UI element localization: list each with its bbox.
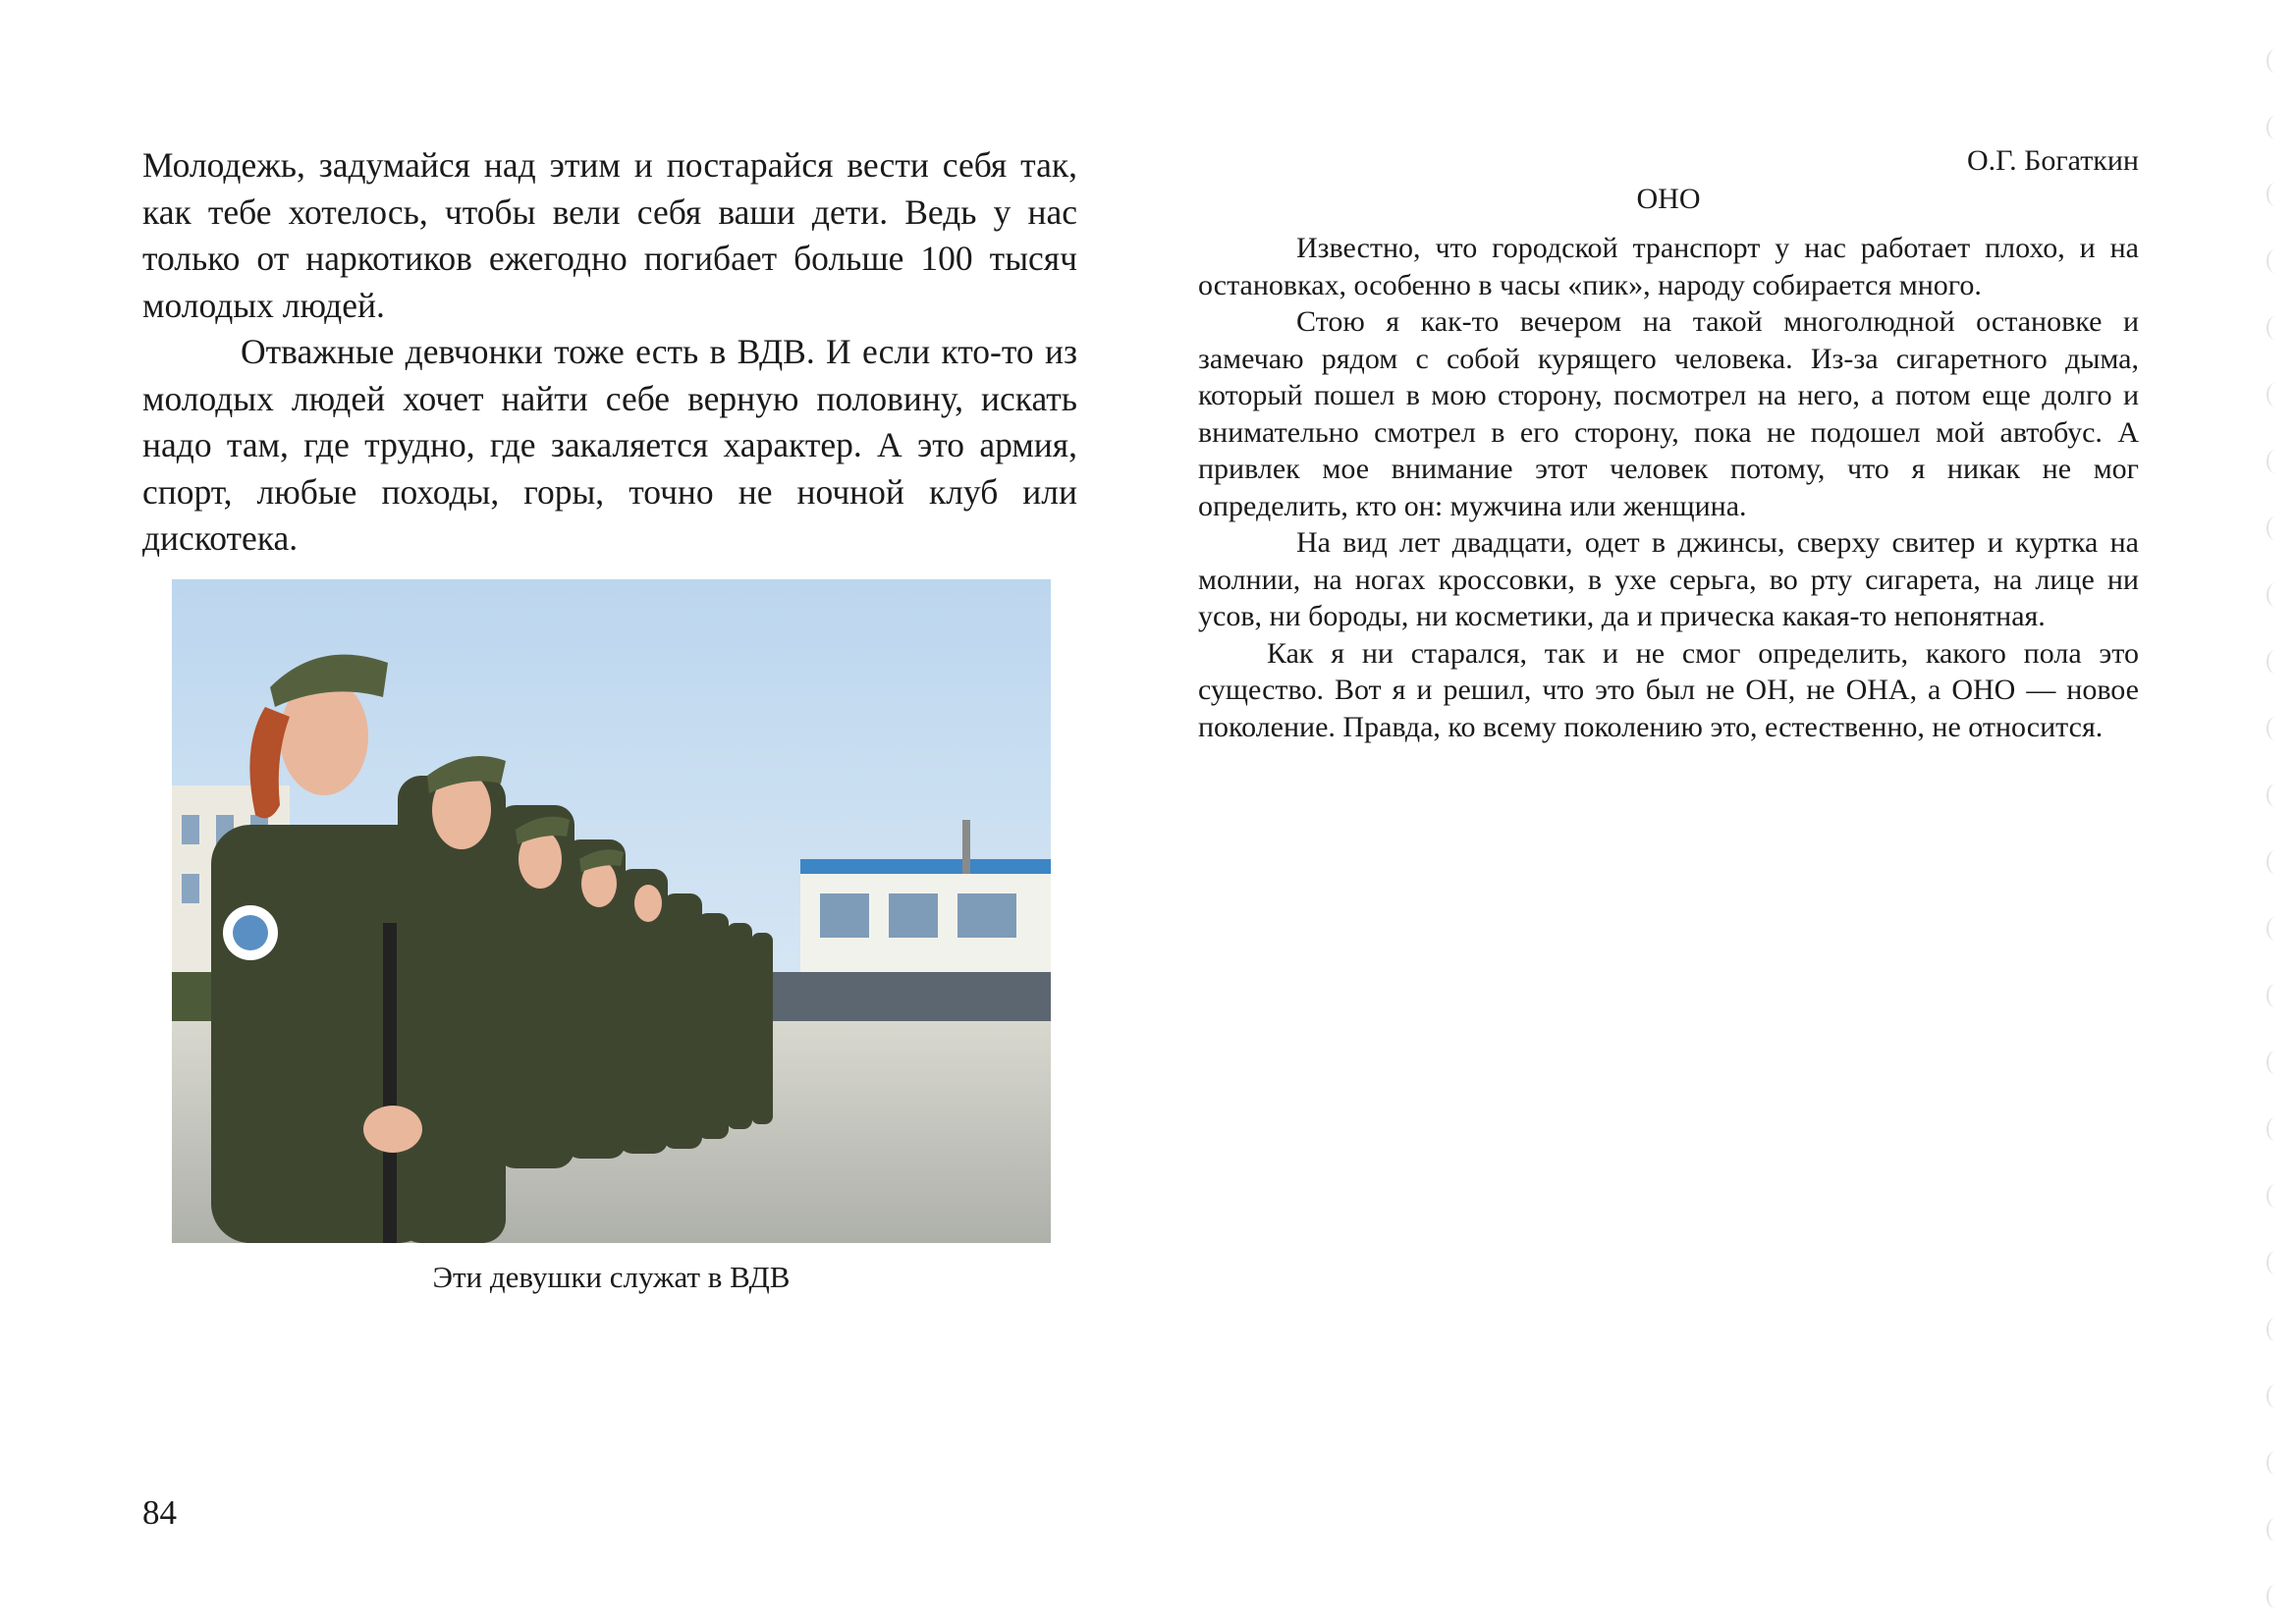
binding-hole	[2267, 717, 2284, 740]
binding-hole	[2267, 1251, 2284, 1274]
binding-hole	[2267, 1585, 2284, 1608]
photo-caption: Эти девушки служат в ВДВ	[432, 1260, 791, 1294]
binding-hole	[2267, 1451, 2284, 1475]
binding-hole	[2267, 984, 2284, 1007]
story-paragraph-3: На вид лет двадцати, одет в джинсы, сверху свитер и куртка на молнии, на ногах кроссовки, в ухе серьга, во рту сигарета, на лице ни усов, ни бороды, ни косметики, да и прическа какая-то непонятная.	[1198, 526, 2139, 632]
binding-hole	[2267, 516, 2284, 540]
binding-hole	[2267, 850, 2284, 874]
binding-hole	[2267, 1318, 2284, 1341]
binding-hole	[2267, 583, 2284, 607]
story-paragraph-1: Известно, что городской транспорт у нас работает плохо, и на остановках, особенно в часы «пик», народу собирается много.	[1198, 232, 2139, 301]
paragraph-2: Отважные девчонки тоже есть в ВДВ. И если кто-то из молодых людей хочет найти себе верную половину, искать надо там, где трудно, где закаляется характер. А это армия, спорт, любые походы, горы, точно не ночной клуб или дискотека.	[142, 332, 1077, 558]
binding-hole	[2267, 183, 2284, 206]
binding-hole	[2267, 249, 2284, 273]
binding-hole	[2267, 49, 2284, 73]
left-page-text	[142, 142, 1077, 563]
right-page-text	[1198, 144, 2139, 745]
paragraph-1: Молодежь, задумайся над этим и постарайся вести себя так, как тебе хотелось, чтобы вели себя ваши дети. Ведь у нас только от наркотиков ежегодно погибает больше 100 тысяч молодых людей.	[142, 145, 1077, 325]
binding-hole	[2267, 917, 2284, 941]
story-paragraph-4: Как я ни старался, так и не смог определить, какого пола это существо. Вот я и решил, что это был не ОН, не ОНА, а ОНО — новое поколение. Правда, ко всему поколению это, естественно, не относится.	[1198, 636, 2139, 743]
binding-hole	[2267, 650, 2284, 674]
binding-hole	[2267, 383, 2284, 406]
story-title: ОНО	[1636, 183, 1701, 215]
binding-hole	[2267, 1184, 2284, 1208]
binding-hole	[2267, 1518, 2284, 1542]
binding-hole	[2267, 1051, 2284, 1074]
binding-hole	[2267, 1384, 2284, 1408]
binding-holes	[2259, 49, 2288, 1620]
page-number: 84	[142, 1493, 177, 1532]
binding-hole	[2267, 1117, 2284, 1141]
binding-hole	[2267, 784, 2284, 807]
binding-hole	[2267, 116, 2284, 139]
author-name: О.Г. Богаткин	[1967, 144, 2139, 177]
photo-female-paratroopers	[172, 579, 1051, 1243]
story-paragraph-2: Стою я как-то вечером на такой многолюдной остановке и замечаю рядом с собой курящего человека. Из-за сигаретного дыма, который пошел в мою сторону, посмотрел на него, а потом еще долго и внимательно смотрел в его сторону, пока не подошел мой автобус. А привлек мое внимание этот человек потому, что я никак не мог определить, кто он: мужчина или женщина.	[1198, 305, 2139, 522]
binding-hole	[2267, 316, 2284, 340]
binding-hole	[2267, 450, 2284, 473]
